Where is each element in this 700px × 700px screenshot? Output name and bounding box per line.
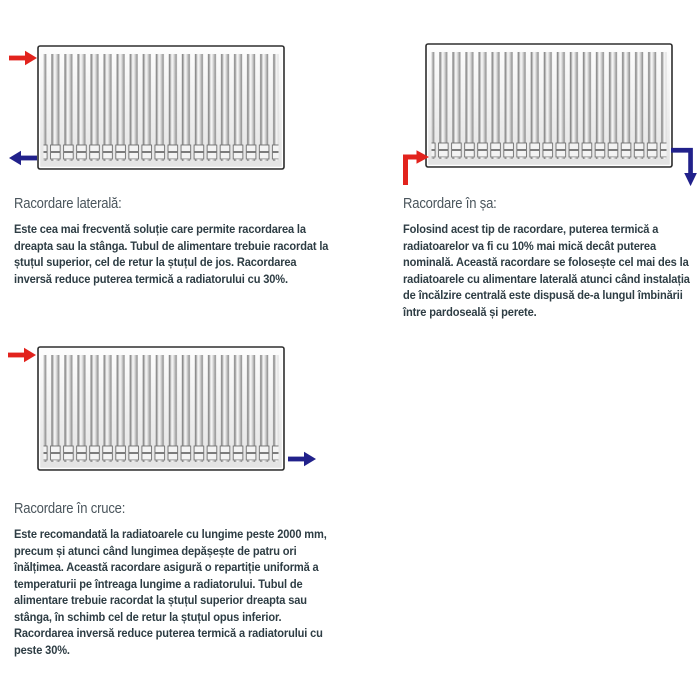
supply-arrow-icon (9, 50, 37, 66)
supply-arrow-icon (8, 347, 36, 363)
section-racordare-in-cruce (0, 300, 360, 700)
section-racordare-in-sa (395, 0, 700, 320)
radiator-illustration (37, 346, 285, 471)
return-arrow-icon (288, 451, 316, 467)
supply-arrow-icon (401, 147, 430, 185)
radiator-illustration (37, 45, 285, 170)
section-title: Racordare în cruce: (14, 501, 126, 517)
section-body: Folosind acest tip de racordare, puterea termică a radiatoarelor va fi cu 10% mai mică decât puterea nominală. Această racordare se folosește cel mai des la radiatoarele cu alimentare laterală atunci când instalația de încălzire centrală este dispusă de-a lungul îmbinării între pardoseală și perete. (403, 222, 690, 319)
section-racordare-laterala (0, 0, 360, 310)
section-body: Este cea mai frecventă soluție care permite racordarea la dreapta sau la stânga. Tubul de alimentare trebuie racordat la ștuțul superior, cel de retur la ștuțul de jos. Racordarea inversă reduce puterea termică a radiatorului cu 30%. (14, 222, 329, 286)
return-arrow-icon (9, 150, 37, 166)
radiator-illustration (425, 43, 673, 168)
return-arrow-icon (671, 146, 698, 188)
section-body: Este recomandată la radiatoarele cu lungime peste 2000 mm, precum și atunci când lungimea depășește de patru ori înălțimea. Această racordare asigură o repartiție uniformă a temperaturii pe întreaga lungime a radiatorului. Tubul de alimentare trebuie racordat la ștuțul superior dreapta sau stânga, în schimb cel de retur la ștuțul opus inferior. Racordarea inversă reduce puterea termică a radiatorului cu peste 30%. (14, 527, 327, 657)
section-title: Racordare laterală: (14, 196, 122, 212)
section-title: Racordare în șa: (403, 196, 497, 212)
